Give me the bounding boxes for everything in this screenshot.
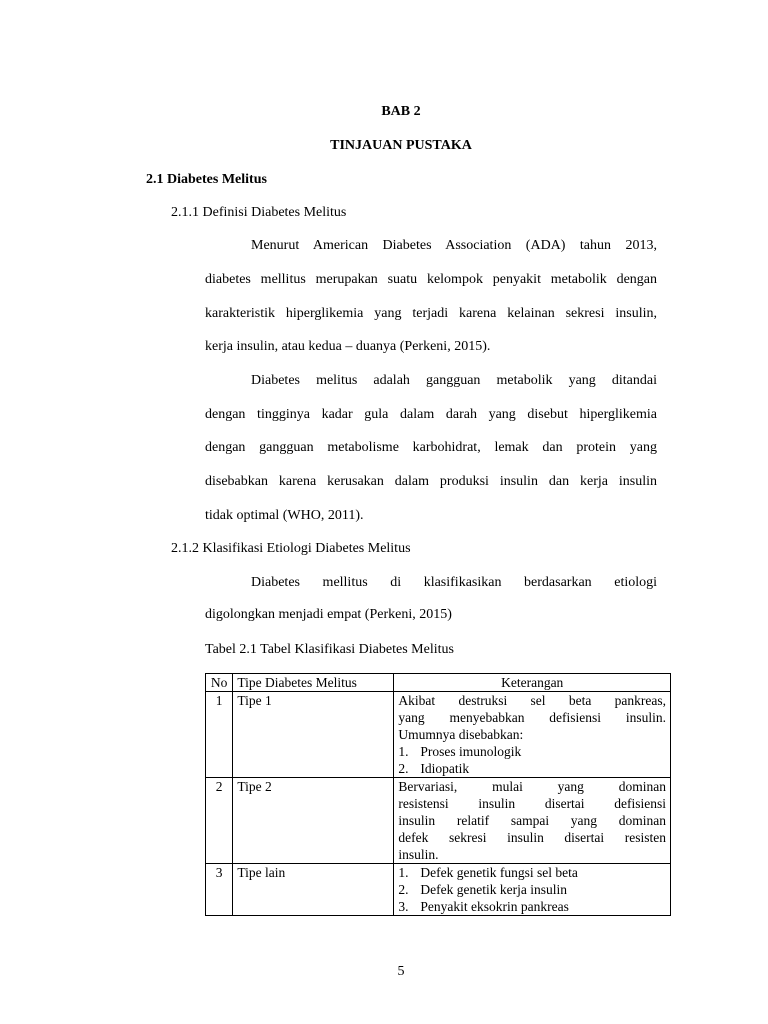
list-text: Idiopatik [420,761,470,776]
table-row [206,692,671,778]
list-text: Defek genetik fungsi sel beta [420,865,578,880]
keterangan-line: resistensi insulin disertai defisiensi [398,796,666,811]
row-keterangan [394,864,671,916]
header-tipe: Tipe Diabetes Melitus [233,674,394,692]
para3-line: Diabetes mellitus di klasifikasikan berdasarkan etiologi [251,575,657,590]
table-header-row [206,674,671,692]
para2-line: dengan gangguan metabolisme karbohidrat, lemak dan protein yang [205,440,657,455]
row-tipe: Tipe 1 [233,692,394,778]
section-heading: 2.1 Diabetes Melitus [146,172,267,187]
para2-line: disebabkan karena kerusakan dalam produksi insulin dan kerja insulin [205,474,657,489]
para3-line: digolongkan menjadi empat (Perkeni, 2015) [205,607,452,622]
keterangan-line: yang menyebabkan defisiensi insulin. [398,710,666,725]
list-number: 3. [398,899,409,914]
keterangan-line: defek sekresi insulin disertai resisten [398,830,666,845]
subsection-heading-definisi: 2.1.1 Definisi Diabetes Melitus [171,205,347,220]
para2-line: dengan tingginya kadar gula dalam darah yang disebut hiperglikemia [205,407,657,422]
keterangan-line: Bervariasi, mulai yang dominan [398,779,666,794]
list-text: Penyakit eksokrin pankreas [420,899,569,914]
chapter-number: BAB 2 [381,104,421,119]
subsection-heading-klasifikasi: 2.1.2 Klasifikasi Etiologi Diabetes Melitus [171,541,411,556]
table-row [206,778,671,864]
chapter-title: TINJAUAN PUSTAKA [330,138,472,153]
row-tipe: Tipe lain [233,864,394,916]
list-item [398,864,666,881]
list-item [398,898,666,915]
para1-line: diabetes mellitus merupakan suatu kelompok penyakit metabolik dengan [205,272,657,287]
para2-line: tidak optimal (WHO, 2011). [205,508,364,523]
keterangan-line: Akibat destruksi sel beta pankreas, [398,693,666,708]
table-row [206,864,671,916]
row-tipe: Tipe 2 [233,778,394,864]
list-number: 1. [398,865,409,880]
list-number: 1. [398,744,409,759]
header-no: No [206,674,233,692]
para1-line: Menurut American Diabetes Association (ADA) tahun 2013, [251,238,657,253]
list-text: Defek genetik kerja insulin [420,882,567,897]
header-keterangan: Keterangan [394,674,671,692]
para1-line: kerja insulin, atau kedua – duanya (Perkeni, 2015). [205,339,491,354]
list-item [398,760,666,777]
keterangan-line: Umumnya disebabkan: [398,727,524,742]
row-no: 2 [206,778,233,864]
row-no: 1 [206,692,233,778]
page-number: 5 [397,964,405,979]
keterangan-line: insulin relatif sampai yang dominan [398,813,666,828]
para2-line: Diabetes melitus adalah gangguan metabolik yang ditandai [251,373,657,388]
para1-line: karakteristik hiperglikemia yang terjadi karena kelainan sekresi insulin, [205,306,657,321]
list-number: 2. [398,882,409,897]
table-caption: Tabel 2.1 Tabel Klasifikasi Diabetes Melitus [205,642,454,657]
list-item [398,743,666,760]
classification-table [205,673,671,916]
row-no: 3 [206,864,233,916]
list-text: Proses imunologik [420,744,522,759]
list-item [398,881,666,898]
list-number: 2. [398,761,409,776]
row-keterangan [394,778,671,864]
row-keterangan [394,692,671,778]
keterangan-line: insulin. [398,847,439,862]
